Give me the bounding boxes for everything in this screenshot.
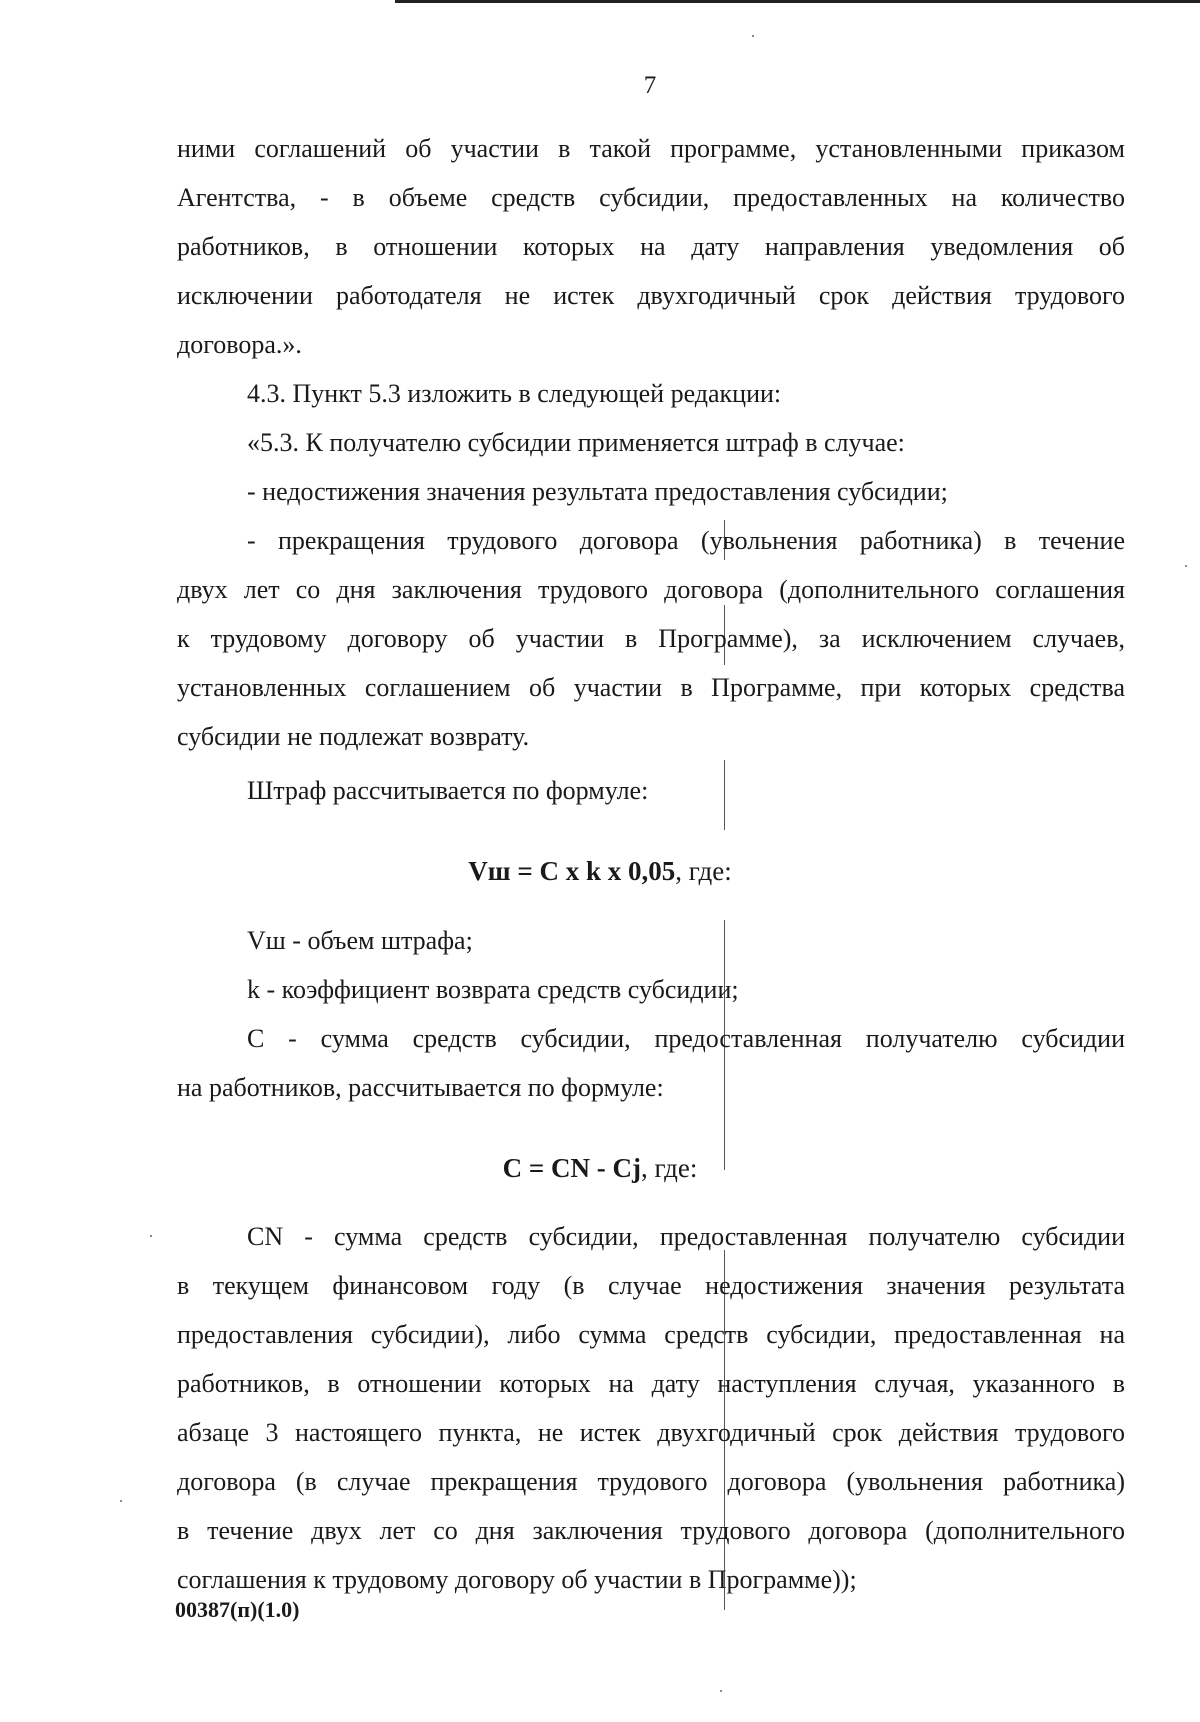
formula-expression: С = CN - Cj (502, 1153, 641, 1183)
definition-line: С - сумма средств субсидии, предоставленная получателю субсидии (247, 1024, 1125, 1053)
scan-speck (1185, 565, 1187, 567)
scan-speck (752, 35, 754, 37)
paragraph-line: соглашения к трудовому договору об участии в Программе)); (177, 1565, 857, 1594)
paragraph-line: Штраф рассчитывается по формуле: (247, 776, 649, 805)
paragraph-line: двух лет со дня заключения трудового договора (дополнительного соглашения (177, 575, 1125, 604)
paragraph-line: установленных соглашением об участии в Программе, при которых средства (177, 673, 1125, 702)
formula-expression: Vш = С x k x 0,05 (468, 856, 676, 886)
paragraph-line: предоставления субсидии), либо сумма средств субсидии, предоставленная на (177, 1320, 1125, 1349)
penalty-formula (0, 855, 1200, 887)
paragraph-line: Агентства, - в объеме средств субсидии, предоставленных на количество (177, 183, 1125, 212)
paragraph-line: в текущем финансовом году (в случае недостижения значения результата (177, 1271, 1125, 1300)
paragraph-line: в течение двух лет со дня заключения трудового договора (дополнительного (177, 1516, 1125, 1545)
definition-line: CN - сумма средств субсидии, предоставленная получателю субсидии (247, 1222, 1125, 1251)
scan-speck (150, 1235, 152, 1237)
scan-speck (720, 1690, 722, 1692)
paragraph-line: исключении работодателя не истек двухгодичный срок действия трудового (177, 281, 1125, 310)
section-heading: 4.3. Пункт 5.3 изложить в следующей редакции: (247, 379, 782, 408)
paragraph-line: абзаце 3 настоящего пункта, не истек двухгодичный срок действия трудового (177, 1418, 1125, 1447)
paragraph-line: к трудовому договору об участии в Программе), за исключением случаев, (177, 624, 1125, 653)
definition-line: k - коэффициент возврата средств субсидии; (247, 975, 739, 1004)
paragraph-line: ними соглашений об участии в такой программе, установленными приказом (177, 134, 1125, 163)
paragraph-line: договора.». (177, 330, 302, 359)
top-border-line (395, 0, 1200, 3)
list-item: - прекращения трудового договора (увольнения работника) в течение (247, 526, 1125, 555)
scan-artifact-line (724, 760, 725, 830)
paragraph-line: «5.3. К получателю субсидии применяется штраф в случае: (247, 428, 905, 457)
paragraph-line: субсидии не подлежат возврату. (177, 722, 530, 751)
paragraph-line: на работников, рассчитывается по формуле: (177, 1073, 664, 1102)
paragraph-line: работников, в отношении которых на дату наступления случая, указанного в (177, 1369, 1125, 1398)
scan-speck (120, 1500, 122, 1502)
subsidy-formula (0, 1152, 1200, 1184)
paragraph-line: работников, в отношении которых на дату направления уведомления об (177, 232, 1125, 261)
page-number: 7 (643, 72, 657, 99)
paragraph-line: договора (в случае прекращения трудового договора (увольнения работника) (177, 1467, 1125, 1496)
formula-suffix: , где: (675, 856, 732, 886)
list-item: - недостижения значения результата предоставления субсидии; (247, 477, 948, 506)
document-code: 00387(п)(1.0) (175, 1597, 300, 1622)
formula-suffix: , где: (640, 1153, 698, 1183)
definition-line: Vш - объем штрафа; (247, 926, 473, 955)
